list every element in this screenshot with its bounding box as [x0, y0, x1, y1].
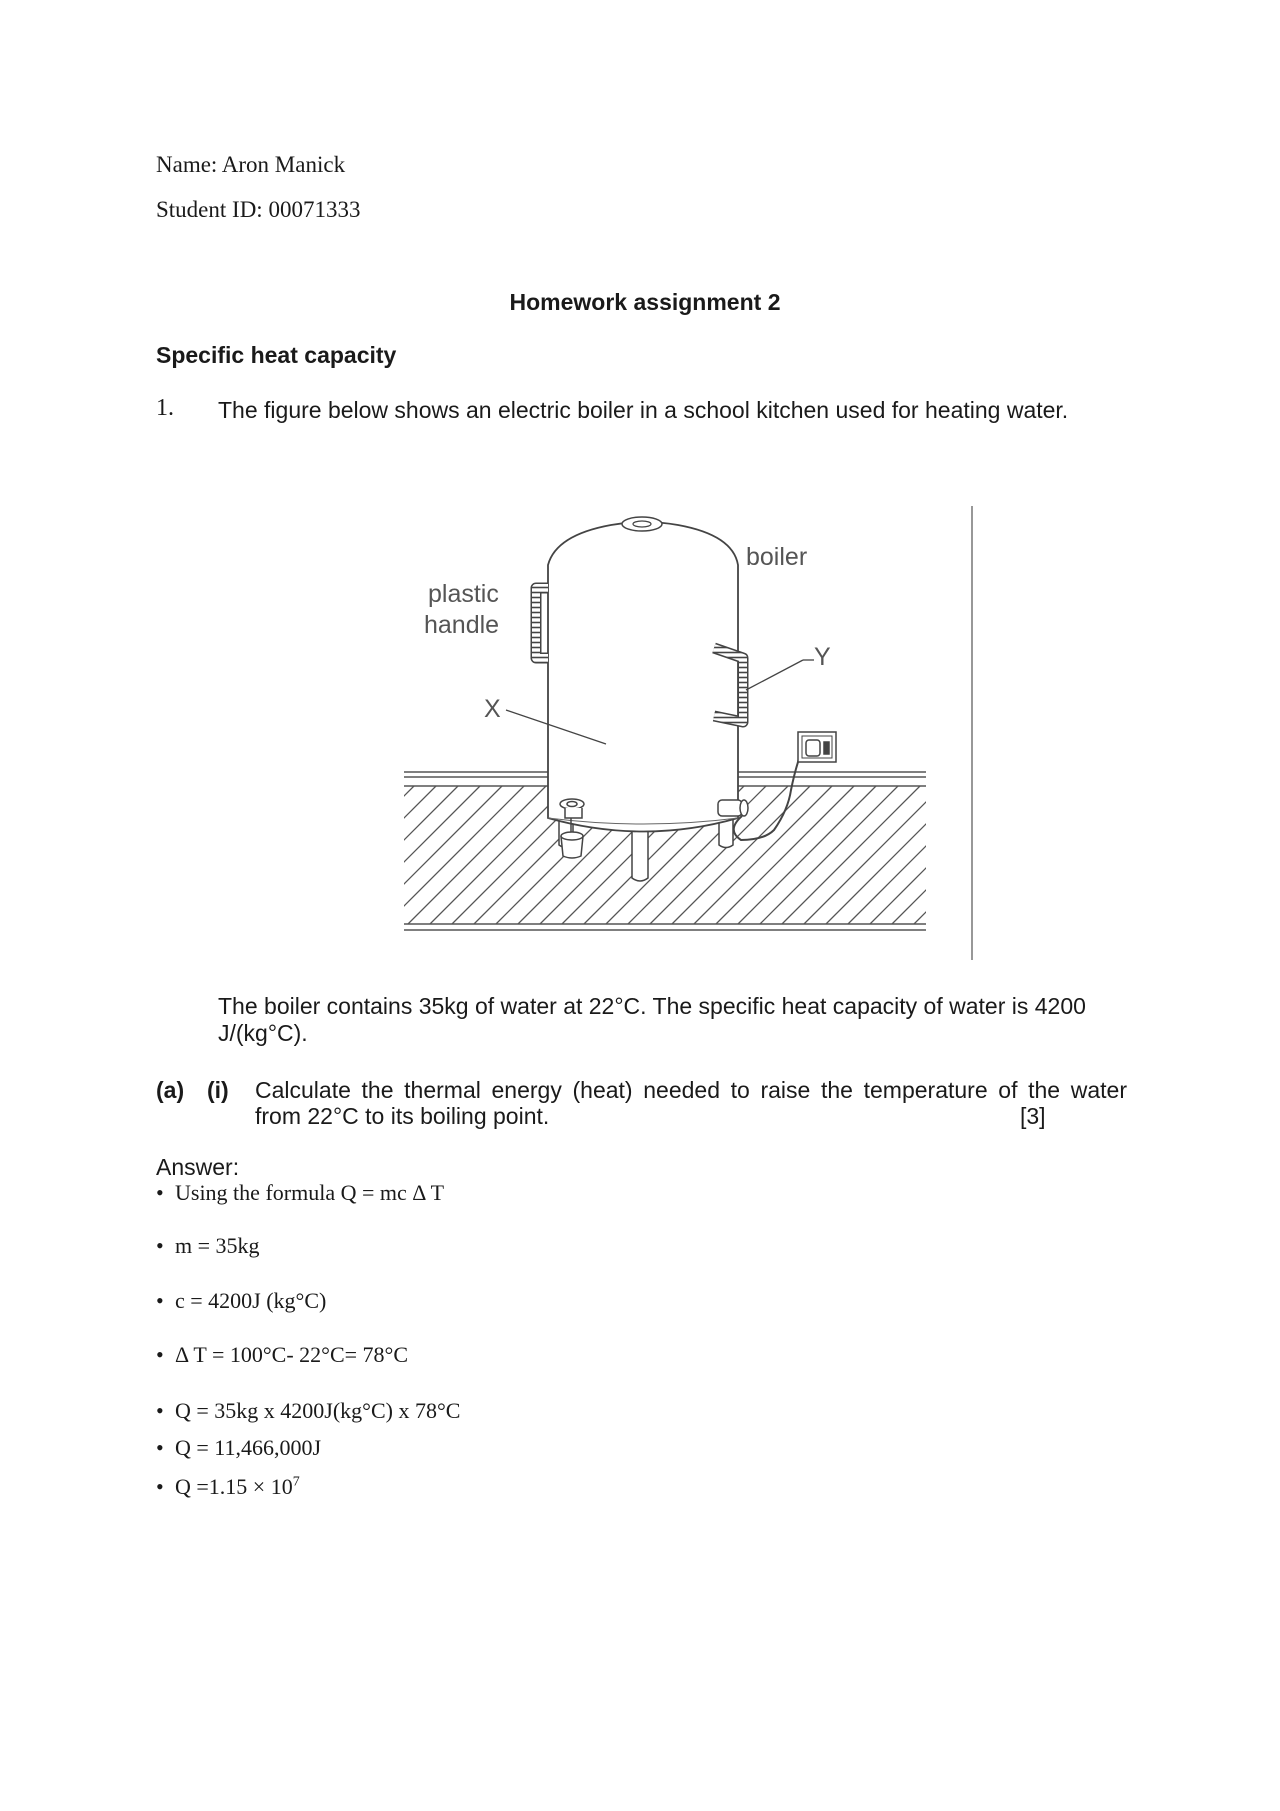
answer-line: • c = 4200J (kg°C)	[156, 1288, 327, 1313]
boiler-figure	[396, 500, 981, 965]
given-data: The boiler contains 35kg of water at 22°C. The specific heat capacity of water is 4200 J/(kg°C).	[218, 993, 1086, 1046]
cup	[561, 832, 583, 858]
pointer-y	[746, 660, 803, 690]
marks: [3]	[1020, 1103, 1046, 1129]
label-plastic: plastic	[428, 580, 499, 608]
label-handle: handle	[424, 611, 500, 639]
plastic-handle-left	[536, 588, 548, 658]
student-id: Student ID: 00071333	[156, 197, 361, 222]
part-question-text: Calculate the thermal energy (heat) needed to raise the temperature of the water from 22°C to its boiling point.	[255, 1077, 1127, 1129]
question-intro: The figure below shows an electric boiler in a school kitchen used for heating water.	[218, 397, 1069, 423]
bullet-icon: •	[156, 1180, 164, 1205]
part-label: (a)	[156, 1077, 185, 1103]
label-boiler: boiler	[746, 543, 808, 571]
subpart-label: (i)	[207, 1077, 229, 1103]
bullet-icon: •	[156, 1342, 164, 1367]
label-y: Y	[814, 643, 831, 671]
boiler-body	[548, 522, 738, 832]
bullet-icon: •	[156, 1398, 164, 1423]
bullet-icon: •	[156, 1288, 164, 1313]
answer-label: Answer:	[156, 1154, 240, 1180]
bullet-icon: •	[156, 1474, 164, 1499]
answer-line: • Q = 11,466,000J	[156, 1435, 322, 1460]
question-number: 1.	[156, 395, 174, 421]
boiler-top-vent	[622, 517, 662, 531]
label-x: X	[484, 695, 501, 723]
answer-line: • Δ T = 100°C- 22°C= 78°C	[156, 1342, 409, 1367]
answer-line: • Q = 35kg x 4200J(kg°C) x 78°C	[156, 1398, 461, 1423]
bullet-icon: •	[156, 1233, 164, 1258]
answer-line: • Using the formula Q = mc Δ T	[156, 1180, 445, 1205]
page-title: Homework assignment 2	[509, 289, 781, 315]
answer-line: • m = 35kg	[156, 1233, 260, 1258]
student-name: Name: Aron Manick	[156, 152, 346, 177]
wall-socket	[798, 732, 836, 762]
answer-final-line: • $Q =1.15 \times 10^7$	[156, 1474, 300, 1499]
bullet-icon: •	[156, 1435, 164, 1460]
section-title: Specific heat capacity	[156, 342, 397, 368]
